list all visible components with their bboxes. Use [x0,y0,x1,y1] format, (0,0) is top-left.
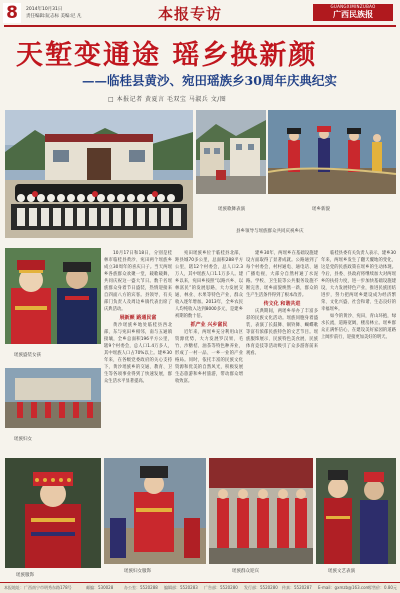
page-number: 8 [3,3,21,23]
photo-ceremony [5,110,193,238]
caption-portrait: 瑶族盛装女孩 [14,353,41,358]
article-column-3 [246,250,318,448]
photo-welcome [209,458,313,564]
caption-women: 瑶族文艺表演 [328,569,355,574]
caption-ceremony: 县乡领导与瑶族群众共同庆祝乡庆 [236,229,304,234]
photo-performance [5,368,101,428]
col2-para2: 近年来，两瑶乡充分利用山区资源优势，大力发展罗汉果、毛竹、沙糖桔、油茶等特色种养业，形成了一村一品、一乡一业的产业格局。同时，依托丰富的民族文化资源和优美的自然风光，积极发展生态旅游和乡村旅游，带动群众增收致富。 [175,330,243,384]
article-column-4 [321,250,396,448]
caption-welcome: 瑶族群众迎宾 [232,569,259,574]
photo-costume-left [5,458,101,568]
byline: □ 本报记者 黄夏言 毛双宝 马淑兵 文/图 [108,96,227,103]
footer-postcode: 邮编：530028 [86,585,114,590]
footer-distribution: 发行部：5520280 [244,585,278,590]
footer [0,582,400,593]
masthead-logo-cn: 广西民族报 [333,10,373,19]
photo-town [196,110,266,194]
footer-office: 办公室：5520288 [124,585,158,590]
col3-subhead: 传文化 和谐共进 [263,301,301,307]
col2-subhead: 抓产业 兴乡富民 [190,322,228,328]
footer-address: 本报地址：广西南宁市明秀东路178号 [4,585,72,590]
footer-fax: 传真：5520287 [282,585,312,590]
col4-para1: 临桂县委有关负责人表示，建乡30年来，两瑶乡发生了翻天覆地的变化，这是党的民族政策在瑶乡的生动体现。今后，县委、县政府将继续加大对两瑶乡的扶持力度，进一步加快基础设施建设，大力发展特色产业，推进民族团结进步，努力把两瑶乡建设成为经济繁荣、文化兴盛、社会和谐、生态良好的幸福瑶乡。 [321,251,396,312]
masthead-logo-en: GUANGXIMINZUBAO [330,4,376,9]
section-title: 本报专访 [158,5,223,23]
col3-para1: 建乡30年，两瑶乡在基础设施建设方面取得了显著成就。公路通到了每个村委会，村村通电、通电话、通广播电视，大部分自然村通了水泥路。学校、卫生院等公共服务设施不断完善，瑶乡面貌焕然一新，群众的生产生活条件得到了根本改善。 [246,251,318,298]
caption-town: 瑶乡新貌 [312,207,330,212]
photo-portrait [5,248,101,344]
subheadline: ——临桂县黄沙、宛田瑶族乡30周年庆典纪实 [82,73,337,88]
footer-price: 零售价：0.80元 [368,585,397,590]
photo-dancers [268,110,396,194]
col1-para2: 黄沙瑶族乡地处临桂县西北部，东与宛田乡相邻，南与五通镇接壤，全乡总面积196平方公里，辖9个村委会，总人口1.4万多人，其中瑶族人口占70%以上。建乡30年来，在各级党委政府的关心支持下，黄沙瑶族乡的交通、教育、卫生等各项事业得到了快速发展，群众生活水平显著提高。 [104,323,172,384]
header-rule [4,25,396,27]
col1-para1: 10月17日和18日，分别是桂林市临桂县黄沙、宛田两个瑶族乡成立30周年的喜庆日子。当天两瑶乡各族群众欢聚一堂，载歌载舞，共同庆祝这一盛大节日。数千名瑶族群众身着节日盛装，热情迎接来自四面八方的宾客。县领导、有关部门负责人及周边乡镇代表出席了庆典活动。 [104,251,172,312]
col3-para2: 庆典期间，两瑶乡举办了丰富多彩的民族文化活动。瑶族同胞身着盛装，表演了长鼓舞、铜铃舞、蝴蝶歌等富有浓郁民族特色的文艺节目。瑶族服饰展示、民族特色美食展、民族体育竞技等活动吸引了众多游客前来观看。 [246,309,318,356]
issue-date: 2014年10月31日 [26,7,63,12]
masthead-logo [313,4,393,21]
photo-women [316,458,396,564]
photo-costume-mid [104,458,206,564]
footer-email: E-mail：gxmzb@163.com [318,585,370,590]
headline: 天堑变通途 瑶乡换新颜 [16,40,318,71]
caption-dancers: 瑶族歌舞表演 [218,207,245,212]
article-column-2 [175,250,243,448]
caption-costume-mid: 瑶族妇女服饰 [124,569,151,574]
col2-para1: 宛田瑶族乡位于临桂县北部，距县城70多公里，总面积288平方公里，辖12个村委会，总人口2.3万人，其中瑶族人口1.1万多人。建乡以来，宛田乡按照“以路兴乡、以林富民”的发展思路，大力发展交通、林业、水果等特色产业，群众收入逐年增加。2013年，全乡农民人均纯收入达到8000多元，是建乡初期的数十倍。 [175,251,243,319]
article-column-1 [104,250,172,448]
caption-costume-left: 瑶族服饰 [16,573,34,578]
editor-line: 责任编辑:阮志标 美编:尼 凡 [26,14,82,19]
caption-performance: 瑶族妇女 [14,437,32,442]
col1-subhead: 展新颜 路通民富 [119,315,157,321]
footer-ads: 广告部：5520280 [204,585,238,590]
footer-editorial: 编辑部：5520283 [164,585,198,590]
col4-para2: 如今的黄沙、宛田，青山环抱，绿水长流，道路宽阔，楼房林立。瑶乡群众正满怀信心，在建设美好家园的道路上阔步前行，迎接更加美好的明天。 [321,314,396,340]
